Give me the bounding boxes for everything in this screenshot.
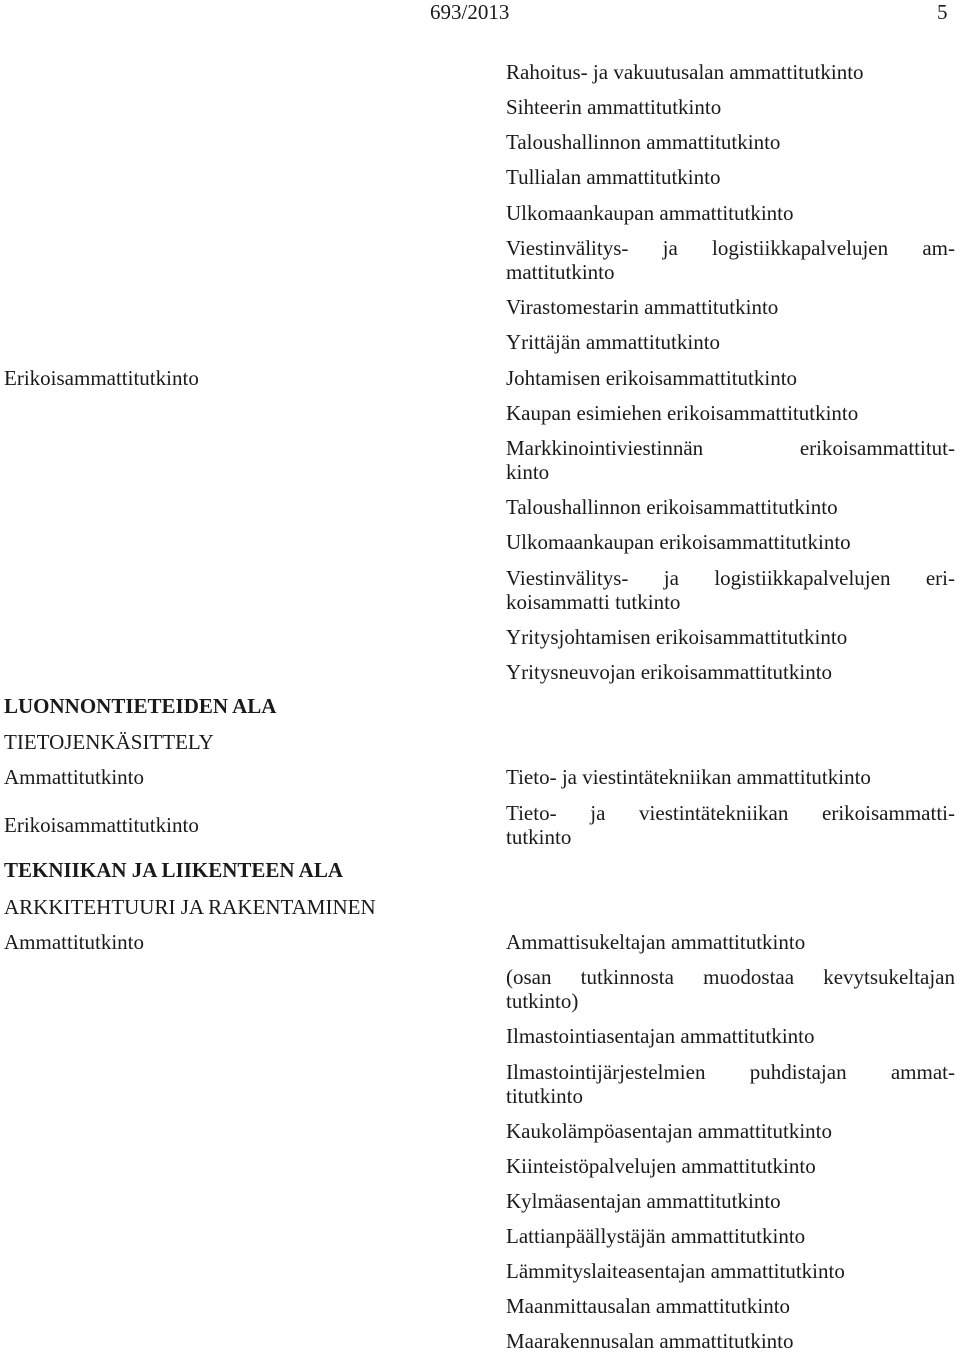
document-reference: 693/2013	[430, 0, 510, 24]
category-label: Ammattitutkinto	[4, 765, 144, 789]
degree-item: Lattianpäällystäjän ammattitutkinto	[506, 1224, 806, 1248]
degree-item: Yrittäjän ammattitutkinto	[506, 330, 721, 354]
degree-item-continuation: kinto	[506, 460, 550, 484]
degree-item: Ilmastointijärjestelmien puhdistajan ammat-	[506, 1060, 955, 1084]
degree-note-continuation: tutkinto)	[506, 989, 579, 1013]
degree-item-continuation: tutkinto	[506, 825, 572, 849]
degree-item: Kylmäasentajan ammattitutkinto	[506, 1189, 781, 1213]
degree-item: Johtamisen erikoisammattitutkinto	[506, 366, 798, 390]
degree-item: Ammattisukeltajan ammattitutkinto	[506, 930, 806, 954]
page-number: 5	[937, 0, 948, 24]
degree-note: (osan tutkinnosta muodostaa kevytsukeltajan	[506, 965, 955, 989]
degree-item: Yritysjohtamisen erikoisammattitutkinto	[506, 625, 848, 649]
degree-item: Maarakennusalan ammattitutkinto	[506, 1329, 794, 1353]
degree-item: Tieto- ja viestintätekniikan erikoisammatti-	[506, 801, 955, 825]
field-heading: TEKNIIKAN JA LIIKENTEEN ALA	[4, 858, 344, 882]
category-label: Erikoisammattitutkinto	[4, 813, 199, 837]
degree-item: Ulkomaankaupan ammattitutkinto	[506, 201, 794, 225]
degree-item: Kaupan esimiehen erikoisammattitutkinto	[506, 401, 859, 425]
degree-item: Kaukolämpöasentajan ammattitutkinto	[506, 1119, 833, 1143]
degree-item: Kiinteistöpalvelujen ammattitutkinto	[506, 1154, 816, 1178]
degree-item: Lämmityslaiteasentajan ammattitutkinto	[506, 1259, 845, 1283]
degree-item: Yritysneuvojan erikoisammattitutkinto	[506, 660, 833, 684]
subfield-heading: TIETOJENKÄSITTELY	[4, 730, 214, 754]
degree-item: Taloushallinnon ammattitutkinto	[506, 130, 781, 154]
degree-item: Sihteerin ammattitutkinto	[506, 95, 722, 119]
degree-item: Rahoitus- ja vakuutusalan ammattitutkinto	[506, 60, 864, 84]
subfield-heading: ARKKITEHTUURI JA RAKENTAMINEN	[4, 895, 376, 919]
degree-item: Tieto- ja viestintätekniikan ammattitutkinto	[506, 765, 871, 789]
degree-item: Ilmastointiasentajan ammattitutkinto	[506, 1024, 815, 1048]
degree-item-continuation: titutkinto	[506, 1084, 584, 1108]
degree-item: Maanmittausalan ammattitutkinto	[506, 1294, 791, 1318]
degree-item: Markkinointiviestinnän erikoisammattitut-	[506, 436, 955, 460]
degree-item-continuation: mattitutkinto	[506, 260, 615, 284]
degree-item: Taloushallinnon erikoisammattitutkinto	[506, 495, 838, 519]
degree-item: Ulkomaankaupan erikoisammattitutkinto	[506, 530, 851, 554]
degree-item-continuation: koisammatti tutkinto	[506, 590, 681, 614]
field-heading: LUONNONTIETEIDEN ALA	[4, 694, 277, 718]
degree-item: Tullialan ammattitutkinto	[506, 165, 721, 189]
category-label: Ammattitutkinto	[4, 930, 144, 954]
degree-item: Viestinvälitys- ja logistiikkapalvelujen eri-	[506, 566, 955, 590]
category-label: Erikoisammattitutkinto	[4, 366, 199, 390]
degree-item: Viestinvälitys- ja logistiikkapalvelujen am-	[506, 236, 955, 260]
degree-item: Virastomestarin ammattitutkinto	[506, 295, 779, 319]
